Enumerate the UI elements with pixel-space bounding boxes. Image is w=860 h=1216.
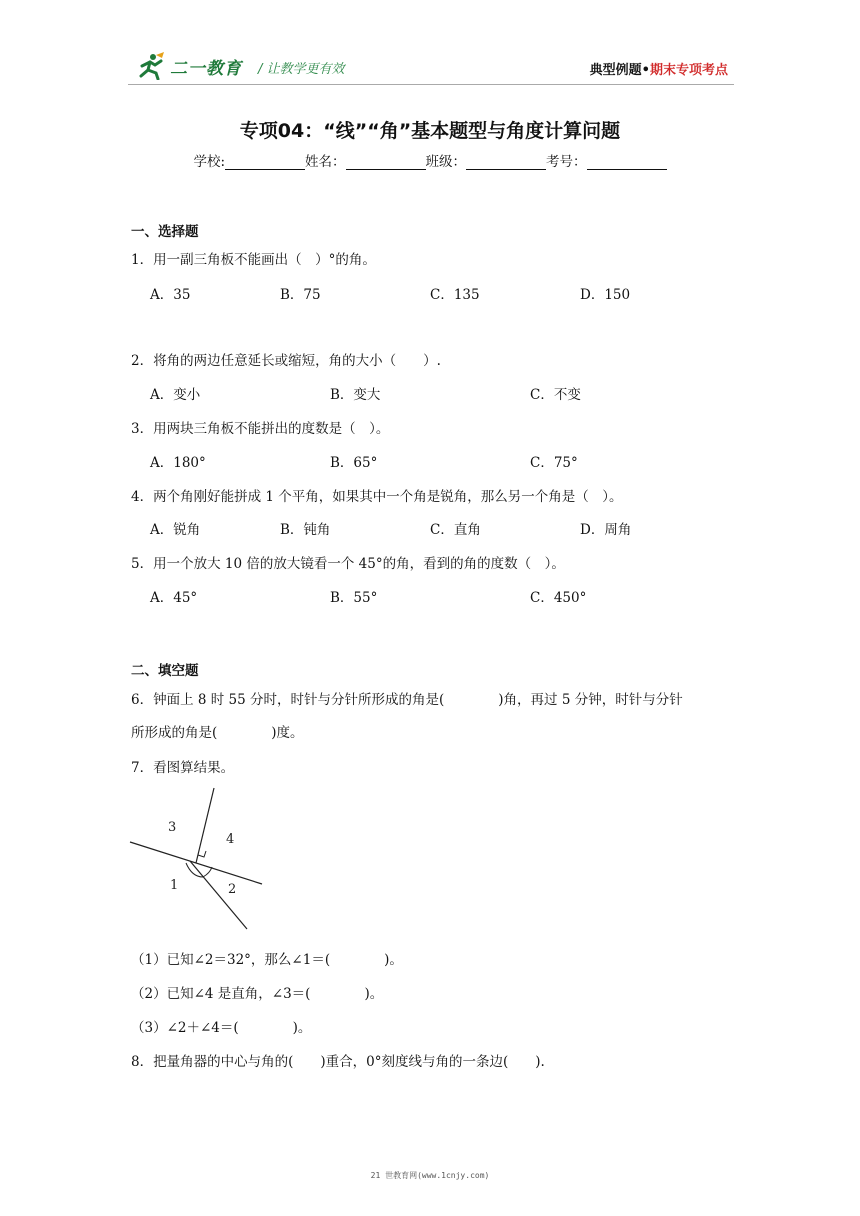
school-blank[interactable] <box>225 155 305 170</box>
angle-label-1: 1 <box>170 878 179 893</box>
angle-label-2: 2 <box>228 882 237 897</box>
question-8: 8．把量角器的中心与角的( )重合，0°刻度线与角的一条边( ). <box>131 1054 545 1070</box>
angle-label-3: 3 <box>168 820 177 835</box>
header-tag-red: 期末专项考点 <box>649 63 728 78</box>
figure-ray-perpendicular <box>196 788 214 863</box>
exam-no-label: 考号： <box>546 154 587 170</box>
q1-option-c: C．135 <box>430 287 480 303</box>
q3-option-c: C．75° <box>530 455 578 471</box>
logo-text: 二一教育 <box>170 58 242 79</box>
angle-1-arc <box>186 863 203 877</box>
header-tag-black: 典型例题• <box>589 63 650 78</box>
question-5: 5．用一个放大 10 倍的放大镜看一个 45°的角，看到的角的度数（ ）。 <box>131 556 565 572</box>
q4-option-b: B．钝角 <box>280 522 331 538</box>
question-7-sub1: （1）已知∠2＝32°，那么∠1＝( )。 <box>131 952 403 968</box>
q1-option-a: A．35 <box>150 287 191 303</box>
question-2: 2．将角的两边任意延长或缩短，角的大小（ ）. <box>131 353 441 369</box>
section-heading-choice: 一、选择题 <box>131 224 199 240</box>
q5-option-c: C．450° <box>530 590 587 606</box>
q2-option-b: B．变大 <box>330 387 381 403</box>
q1-option-b: B．75 <box>280 287 321 303</box>
q5-option-b: B．55° <box>330 590 378 606</box>
name-blank[interactable] <box>346 155 426 170</box>
angle-2-arc <box>203 867 212 877</box>
class-label: 班级： <box>425 154 467 170</box>
q4-option-c: C．直角 <box>430 522 481 538</box>
header-tag <box>590 59 728 78</box>
name-label: 姓名： <box>305 154 346 170</box>
question-4: 4．两个角刚好能拼成 1 个平角，如果其中一个角是锐角，那么另一个角是（ ）。 <box>131 489 623 505</box>
header-divider <box>128 84 734 85</box>
exam-no-blank[interactable] <box>587 155 667 170</box>
school-label: 学校: <box>193 154 226 170</box>
runner-logo-icon <box>136 52 166 80</box>
question-6-line2: 所形成的角是( )度。 <box>131 725 304 741</box>
q4-option-a: A．锐角 <box>150 522 201 538</box>
angle-figure <box>128 785 268 933</box>
question-7-sub3: （3）∠2＋∠4＝( )。 <box>131 1020 312 1036</box>
q5-option-a: A．45° <box>150 590 198 606</box>
question-3: 3．用两块三角板不能拼出的度数是（ ）。 <box>131 421 390 437</box>
question-1: 1．用一副三角板不能画出（ ）°的角。 <box>131 252 376 268</box>
q3-option-a: A．180° <box>150 455 206 471</box>
section-heading-fill: 二、填空题 <box>131 663 199 679</box>
question-6-line1: 6．钟面上 8 时 55 分时，时针与分针所形成的角是( )角，再过 5 分钟，时针与分针 <box>131 692 683 708</box>
q1-option-d: D．150 <box>580 287 631 303</box>
q4-option-d: D．周角 <box>580 522 632 538</box>
question-7-sub2: （2）已知∠4 是直角，∠3＝( )。 <box>131 986 384 1002</box>
slogan: / 让教学更有效 <box>258 62 345 77</box>
page-title: 专项04：“线”“角”基本题型与角度计算问题 <box>239 120 621 142</box>
question-7: 7．看图算结果。 <box>131 760 235 776</box>
figure-line-diagonal <box>190 861 247 929</box>
q3-option-b: B．65° <box>330 455 378 471</box>
angle-label-4: 4 <box>226 832 235 847</box>
q2-option-a: A．变小 <box>150 387 201 403</box>
q2-option-c: C．不变 <box>530 387 581 403</box>
page-footer: 21 世教育网(www.1cnjy.com) <box>370 1171 490 1180</box>
brand-logo <box>136 52 242 80</box>
student-info <box>0 150 860 170</box>
class-blank[interactable] <box>466 155 546 170</box>
